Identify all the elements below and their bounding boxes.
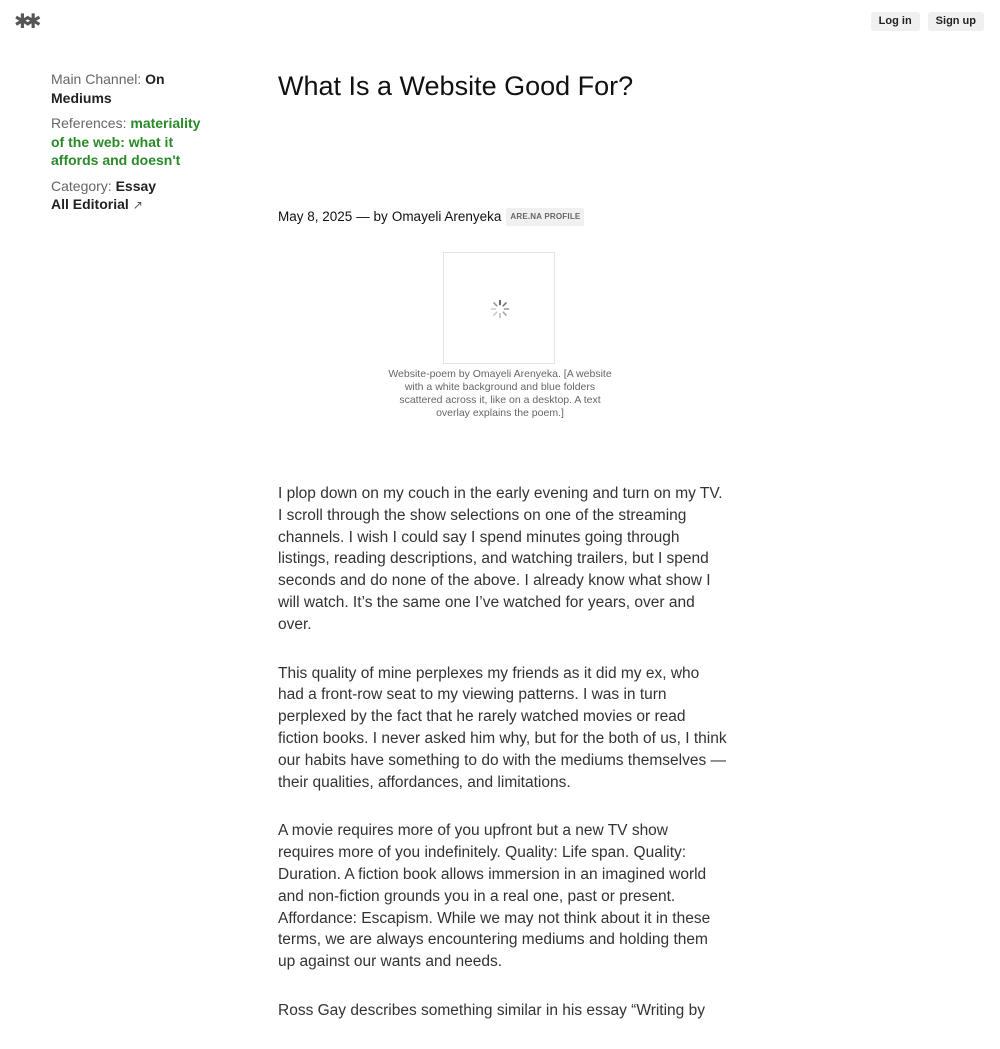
references-link[interactable]: materiality of the web: what it affords and doesn't: [51, 115, 201, 168]
references: [51, 114, 201, 170]
external-arrow-icon: ↗: [132, 198, 143, 212]
signup-button[interactable]: Sign up: [928, 12, 984, 31]
category-link[interactable]: Essay: [115, 177, 157, 194]
author-name[interactable]: Omayeli Arenyeka: [391, 209, 502, 224]
loading-spinner-icon: [490, 299, 510, 319]
article-sidebar: [51, 70, 201, 215]
references-label: References:: [51, 115, 127, 131]
main-channel-label: Main Channel:: [51, 71, 142, 87]
page-title: What Is a Website Good For?: [278, 71, 634, 101]
paragraph: Ross Gay describes something similar in his essay “Writing by: [278, 1001, 705, 1019]
byline: [278, 208, 584, 226]
paragraph: A movie requires more of you upfront but a new TV show requires more of you indefinitely. Quality: Life span. Quality: Duration. A fiction book allows immersion in an imagined world and non-fiction grounds you in a real one, past or present. Affordance: Escapism. While we may not think about it in these terms, we are always encountering mediums and holding them up against our wants and needs.: [278, 822, 711, 971]
arena-profile-badge[interactable]: ARE.NA PROFILE: [506, 208, 584, 226]
publish-date: May 8, 2025: [278, 209, 353, 224]
main-channel: [51, 70, 201, 107]
main-channel-link[interactable]: On Mediums: [51, 71, 165, 106]
article-body: [278, 483, 728, 1049]
logo-icon[interactable]: ✱✱: [14, 11, 36, 33]
figure-image-placeholder[interactable]: [443, 252, 555, 364]
auth-buttons: [871, 12, 984, 31]
login-button[interactable]: Log in: [871, 12, 920, 31]
category: [51, 177, 201, 196]
all-editorial: [51, 195, 201, 215]
all-editorial-link[interactable]: All Editorial: [51, 196, 129, 212]
paragraph: This quality of mine perplexes my friends as it did my ex, who had a front-row seat to my viewing patterns. I was in turn perplexed by the fact that he rarely watched movies or read fiction books. I never asked him why, but for the both of us, I think our habits have something to do with the mediums themselves — their qualities, affordances, and limitations.: [278, 664, 727, 791]
category-label: Category:: [51, 177, 112, 194]
figure-caption: Website-poem by Omayeli Arenyeka. [A website with a white background and blue folders scattered across it, like on a desktop. A text overlay explains the poem.]: [388, 368, 612, 419]
byline-separator: — by: [356, 209, 388, 224]
paragraph: I plop down on my couch in the early evening and turn on my TV. I scroll through the show selections on one of the streaming channels. I wish I could say I spend minutes going through listings, reading descriptions, and watching trailers, but I spend seconds and do none of the above. I already know what show I will watch. It’s the same one I’ve watched for years, over and over.: [278, 485, 723, 633]
